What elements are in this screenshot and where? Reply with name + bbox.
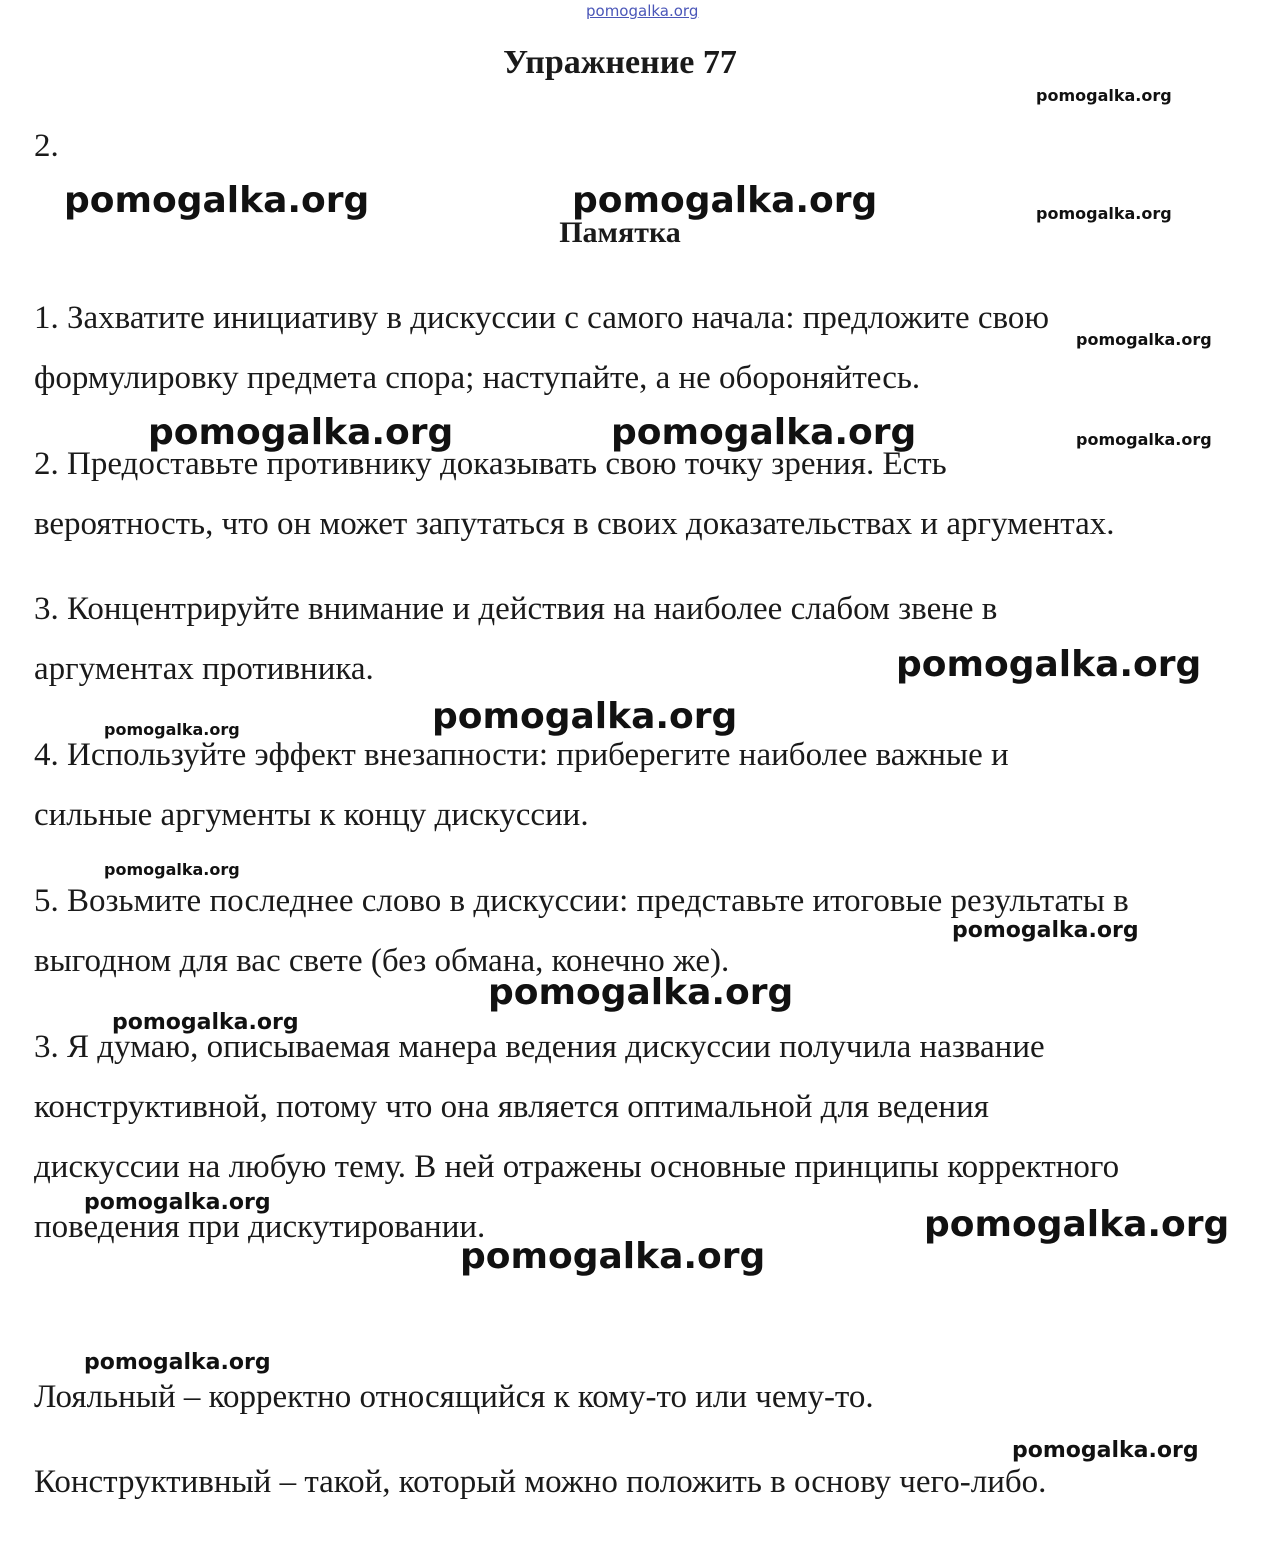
watermark-top-link: pomogalka.org [586,2,699,20]
text-line: сильные аргументы к концу дискуссии. [34,797,589,833]
watermark: pomogalka.org [572,180,878,221]
text-line: 3. Концентрируйте внимание и действия на наиболее слабом звене в [34,591,998,627]
text-line: 2. Предоставьте противнику доказывать свою точку зрения. Есть [34,446,947,482]
text-line: Конструктивный – такой, который можно положить в основу чего-либо. [34,1464,1047,1500]
watermark: pomogalka.org [952,918,1139,943]
watermark: pomogalka.org [1076,430,1212,449]
watermark: pomogalka.org [1036,86,1172,105]
page-title: Упражнение 77 [503,44,737,81]
watermark: pomogalka.org [64,180,370,221]
text-line: 5. Возьмите последнее слово в дискуссии: представьте итоговые результаты в [34,883,1129,919]
text-line: Лояльный – корректно относящийся к кому-то или чему-то. [34,1379,874,1415]
watermark: pomogalka.org [1036,204,1172,223]
watermark: pomogalka.org [1076,330,1212,349]
watermark: pomogalka.org [84,1350,271,1375]
text-line: формулировку предмета спора; наступайте, а не обороняйтесь. [34,360,921,396]
text-line: аргументах противника. [34,651,374,687]
watermark: pomogalka.org [112,1010,299,1035]
watermark: pomogalka.org [460,1236,766,1277]
text-line: 1. Захватите инициативу в дискуссии с самого начала: предложите свою [34,300,1049,336]
text-line: 4. Используйте эффект внезапности: приберегите наиболее важные и [34,737,1009,773]
watermark: pomogalka.org [488,972,794,1013]
watermark: pomogalka.org [924,1204,1230,1245]
watermark: pomogalka.org [1012,1438,1199,1463]
watermark: pomogalka.org [104,860,240,879]
text-line: 3. Я думаю, описываемая манера ведения дискуссии получила название [34,1029,1045,1065]
text-line: выгодном для вас свете (без обмана, конечно же). [34,943,730,979]
watermark: pomogalka.org [611,412,917,453]
watermark: pomogalka.org [84,1190,271,1215]
watermark: pomogalka.org [148,412,454,453]
text-line: конструктивной, потому что она является оптимальной для ведения [34,1089,989,1125]
text-line: дискуссии на любую тему. В ней отражены основные принципы корректного [34,1149,1120,1185]
watermark: pomogalka.org [104,720,240,739]
watermark: pomogalka.org [896,644,1202,685]
watermark: pomogalka.org [432,696,738,737]
item-number: 2. [34,128,59,164]
text-line: вероятность, что он может запутаться в своих доказательствах и аргументах. [34,506,1115,542]
memo-heading: Памятка [559,216,681,249]
text-line: поведения при дискутировании. [34,1209,486,1245]
